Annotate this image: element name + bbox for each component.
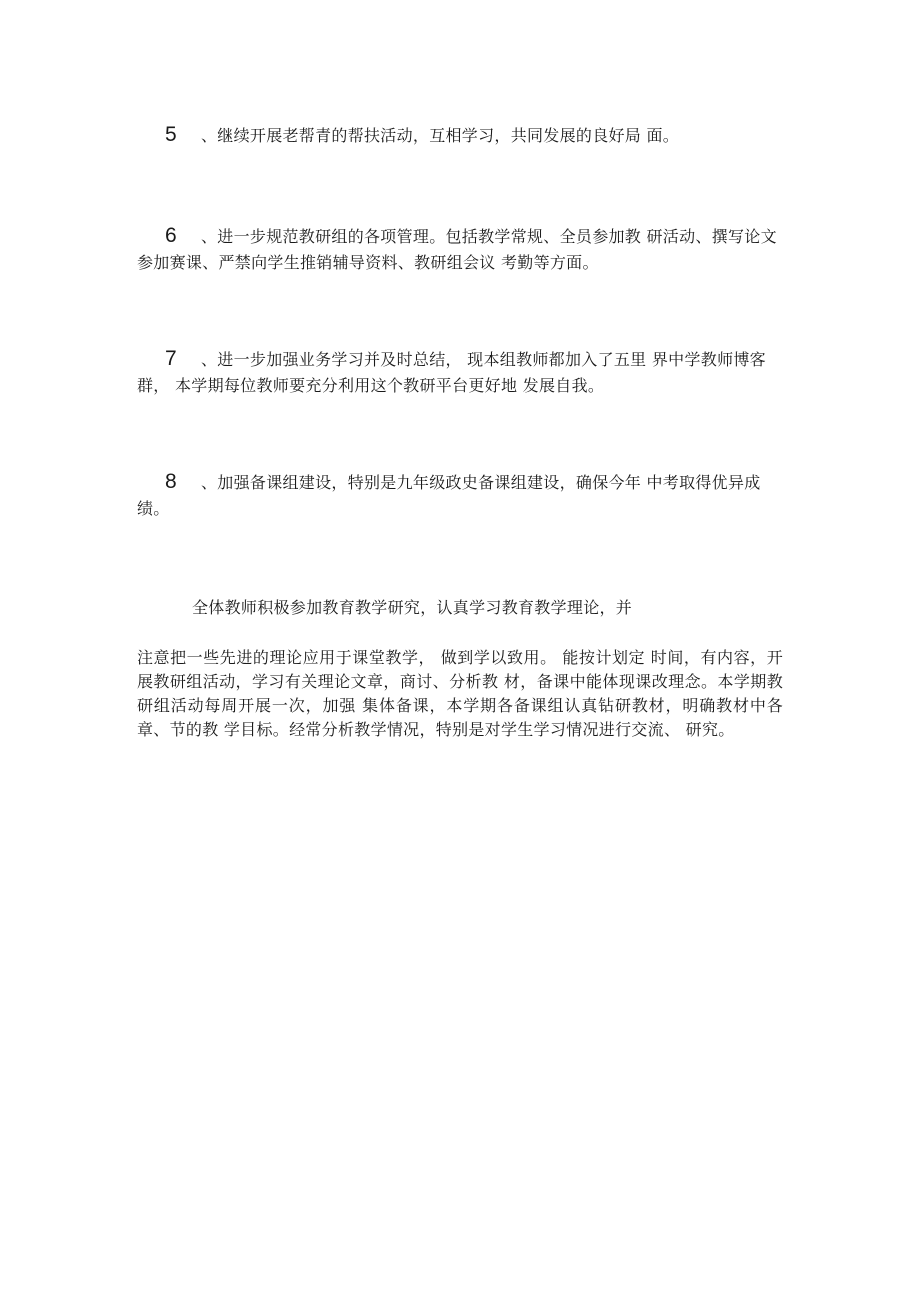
item-text: 、加强备课组建设，特别是九年级政史备课组建设，确保今年 中考取得优异成绩。 [137,473,761,518]
summary-paragraph: 注意把一些先进的理论应用于课堂教学， 做到学以致用。 能按计划定 时间，有内容，开展教研组活动，学习有关理论文章，商讨、分析教 材，备课中能体现课改理念。本学期教研组活动每周开展一次，加强 集体备课，本学期各备课组认真钻研教材，明确教材中各章、节的教 学目标。经常分析教学情况，特别是对学生学习情况进行交流、 研究。 [137,648,783,739]
item-text: 、进一步规范教研组的各项管理。包括教学常规、全员参加教 研活动、撰写论文参加赛课、严禁向学生推销辅导资料、教研组会议 考勤等方面。 [137,227,777,272]
list-item-7 [137,346,783,399]
item-text: 、继续开展老帮青的帮扶活动，互相学习，共同发展的良好局 面。 [201,126,680,145]
summary-lead-line: 全体教师积极参加教育教学研究，认真学习教育教学理论，并 [192,598,633,617]
list-item-8 [137,469,783,522]
list-item-6 [137,223,783,276]
list-item-5 [137,122,783,149]
item-number: 5 [165,123,177,146]
item-number: 8 [165,470,177,493]
item-number: 6 [165,224,177,247]
item-text: 、进一步加强业务学习并及时总结， 现本组教师都加入了五里 界中学教师博客群， 本学期每位教师要充分利用这个教研平台更好地 发展自我。 [137,350,766,395]
item-number: 7 [165,347,177,370]
